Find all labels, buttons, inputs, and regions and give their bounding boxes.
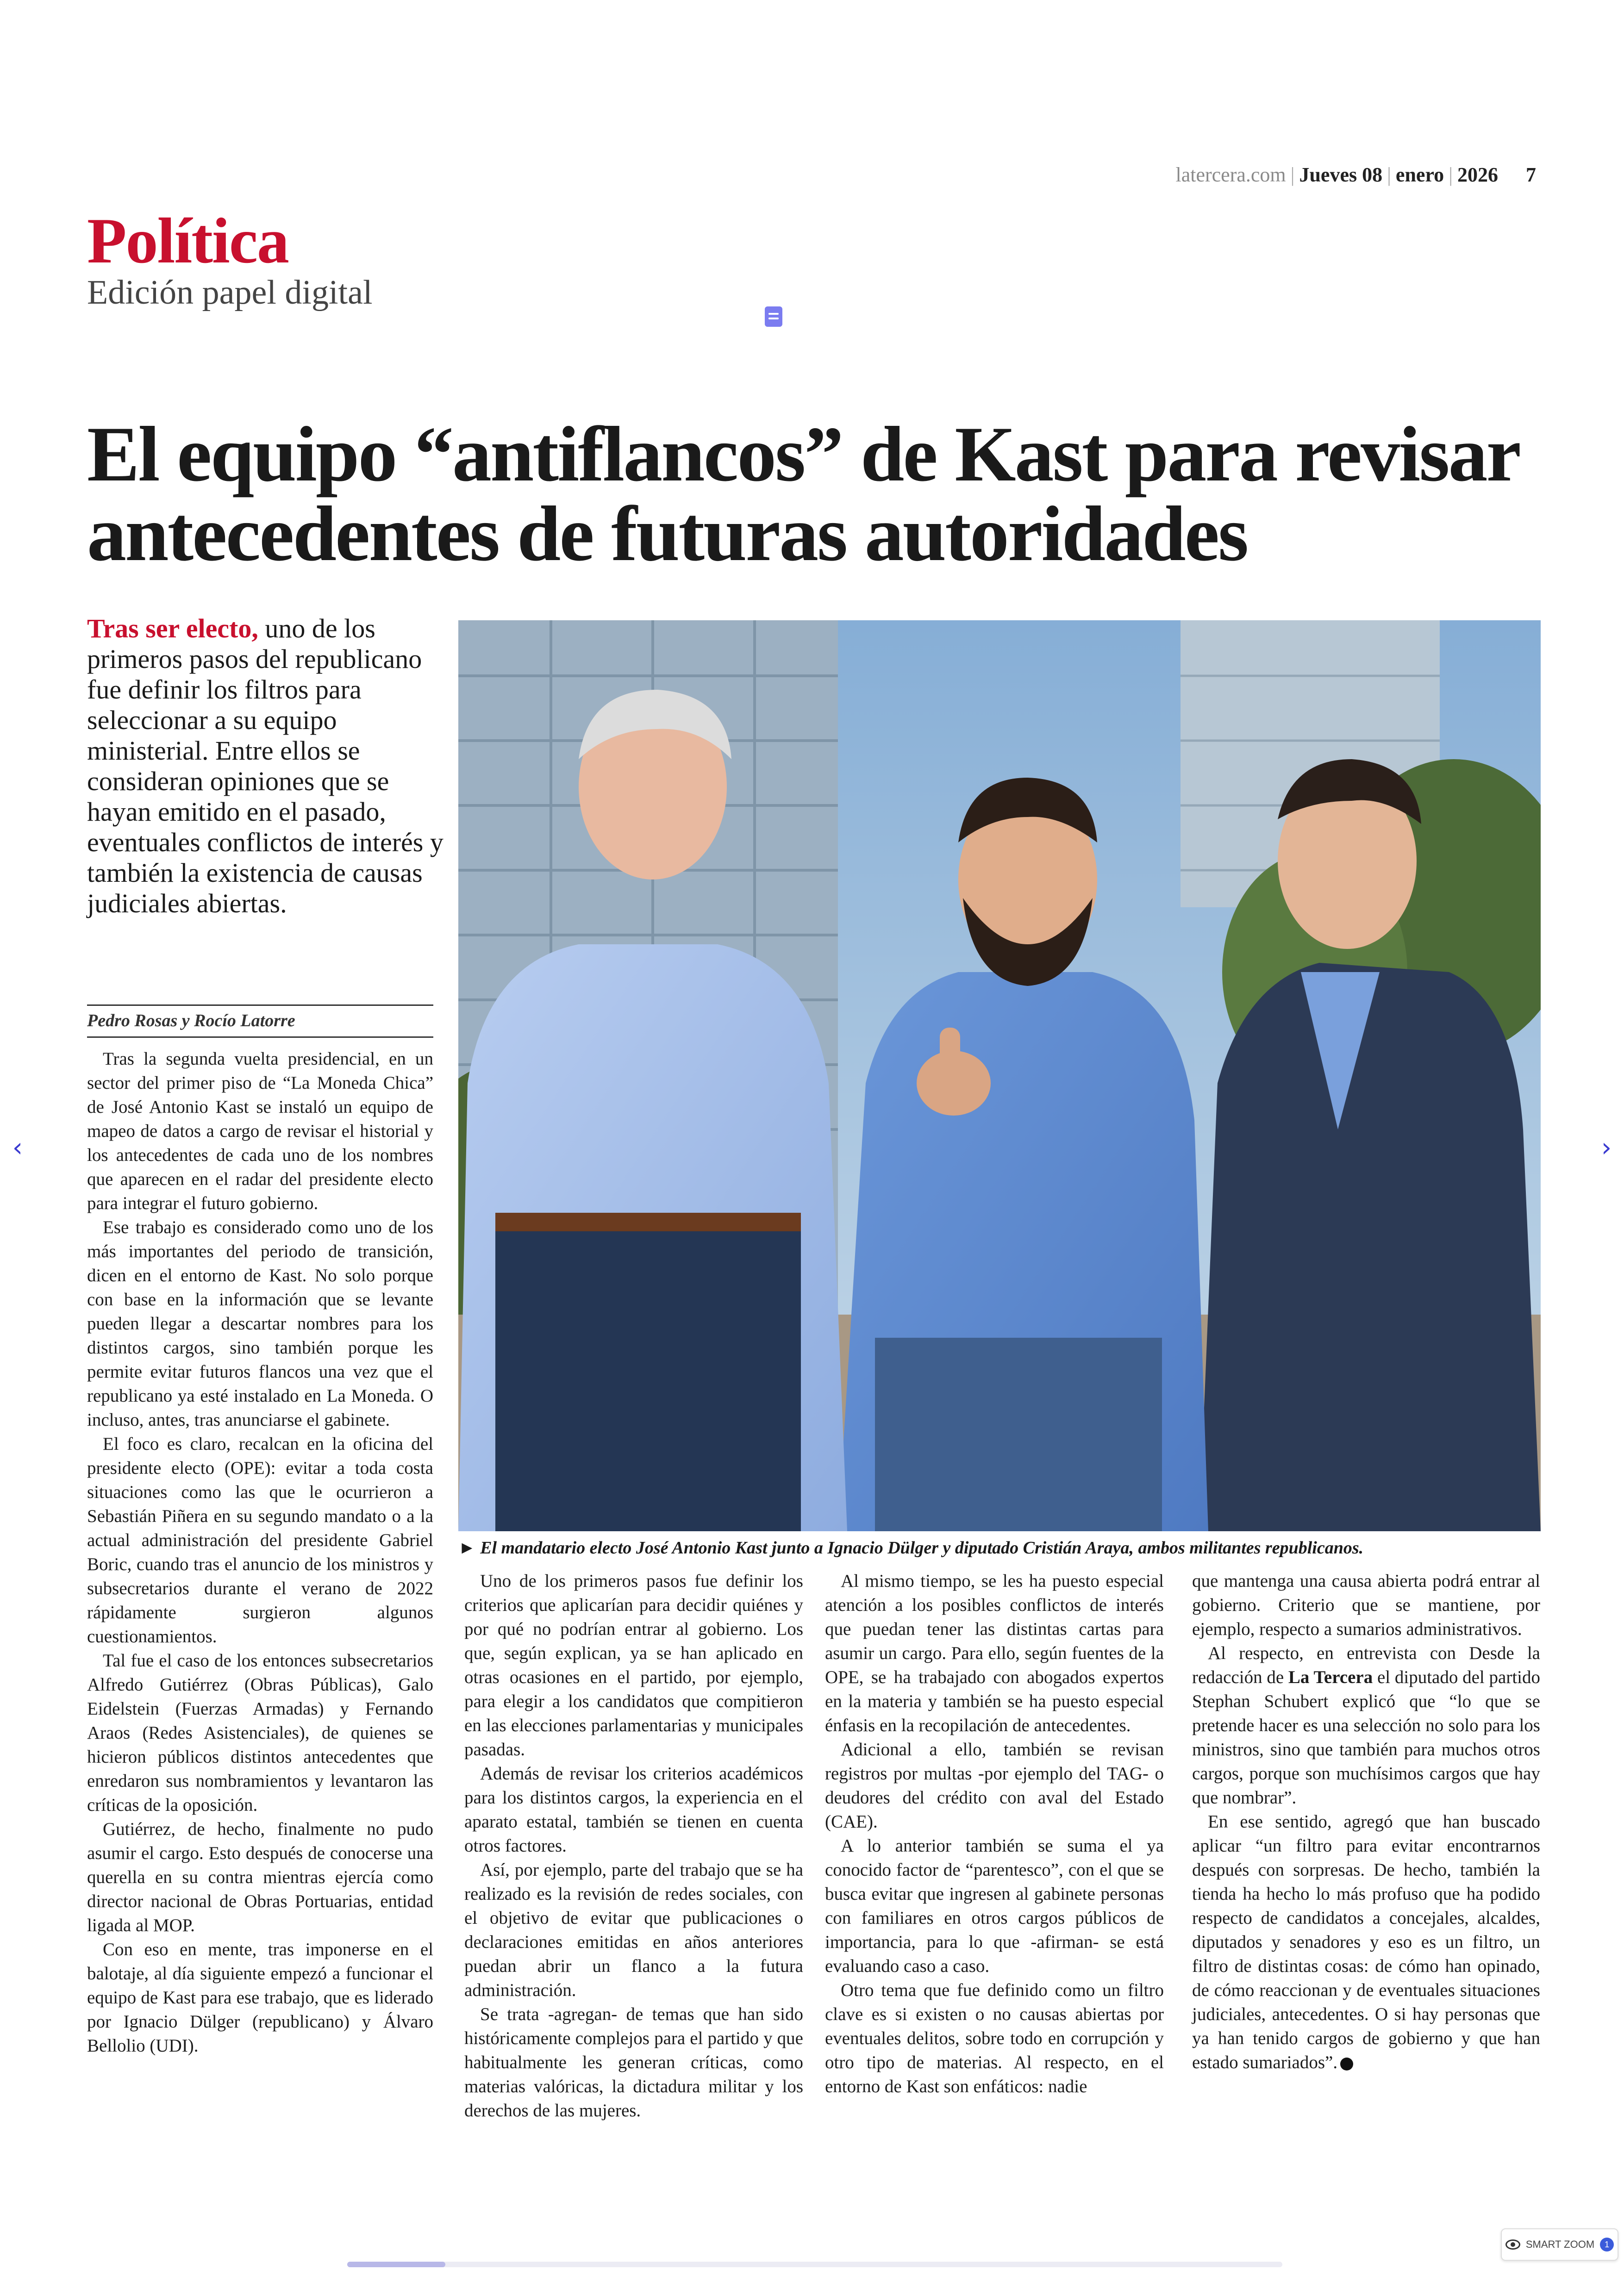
page-scrollbar-track[interactable] <box>347 2262 1282 2267</box>
section-subtitle: Edición papel digital <box>87 274 373 312</box>
article-column-3 <box>825 1569 1164 2099</box>
smart-zoom-badge: 1 <box>1600 2238 1614 2251</box>
paragraph-text: Al respecto, en entrevista con Desde la redacción de <box>1192 1643 1540 1687</box>
end-mark-icon <box>1340 2058 1353 2070</box>
paragraph: Uno de los primeros pasos fue definir los criterios que aplicarían para decidir quiénes y por qué no podrían entrar al gobierno. Los que, según explican, ya se han aplicado en otras ocasiones en el partido, por ejemplo, para elegir a los candidatos que compitieron en las elecciones parlamentarias y municipales pasadas. <box>464 1571 803 1759</box>
paragraph-text: el diputado del partido Stephan Schubert explicó que “lo que se pretende hacer es una selección no solo para los ministros, sino que también para muchos otros cargos, porque son muchísimos cargos que hay que nombrar”. <box>1192 1667 1540 1808</box>
paragraph: Gutiérrez, de hecho, finalmente no pudo asumir el cargo. Esto después de conocerse una querella en su contra mientras ejercía como director nacional de Obras Portuarias, entidad ligada al MOP. <box>87 1819 433 1935</box>
lead-paragraph <box>87 613 448 919</box>
site-name: latercera.com <box>1175 163 1286 186</box>
paragraph: que mantenga una causa abierta podrá entrar al gobierno. Criterio que se mantiene, por ejemplo, respecto a sumarios administrativos. <box>1192 1571 1540 1639</box>
paragraph: A lo anterior también se suma el ya conocido factor de “parentesco”, con el que se busca evitar que ingresen al gabinete personas con familiares en otros cargos públicos de importancia, para lo que -afirman- se está evaluando caso a caso. <box>825 1836 1164 1976</box>
article-column-1 <box>87 1047 433 2058</box>
paragraph: Tal fue el caso de los entonces subsecretarios Alfredo Gutiérrez (Obras Públicas), Galo Eidelstein (Fuerzas Armadas) y Fernando Araos (Redes Asistenciales), de quienes se hicieron públicos distintos antecedentes que enredaron sus nombramientos y levantaron las críticas de la oposición. <box>87 1651 433 1815</box>
paragraph: Tras la segunda vuelta presidencial, en un sector del primer piso de “La Moneda Chica” de José Antonio Kast se instaló un equipo de mapeo de datos a cargo de revisar el historial y los antecedentes de cada uno de los nombres que aparecen en el radar del presidente electo para integrar el futuro gobierno. <box>87 1049 433 1213</box>
note-icon[interactable] <box>765 306 782 327</box>
paragraph <box>1192 1641 1540 1810</box>
caption-text: El mandatario electo José Antonio Kast junto a Ignacio Dülger y diputado Cristián Araya, ambos militantes republicanos. <box>480 1538 1364 1558</box>
eye-icon <box>1505 2239 1520 2250</box>
article-column-2 <box>464 1569 803 2123</box>
page-scrollbar-thumb[interactable] <box>347 2262 445 2267</box>
lead-highlight: Tras ser electo, <box>87 613 258 643</box>
issue-month: enero <box>1395 163 1444 186</box>
paragraph: El foco es claro, recalcan en la oficina del presidente electo (OPE): evitar a toda costa situaciones como las que le ocurrieron a Sebastián Piñera en su segundo mandato o a la actual administración del presidente Gabriel Boric, cuando tras el anuncio de los ministros y subsecretarios durante el verano de 2022 rápidamente surgieron algunos cuestionamientos. <box>87 1434 433 1646</box>
byline: Pedro Rosas y Rocío Latorre <box>87 1004 433 1038</box>
newspaper-name: La Tercera <box>1288 1667 1373 1687</box>
lead-text: uno de los primeros pasos del republicano fue definir los filtros para seleccionar a su equipo ministerial. Entre ellos se consideran opiniones que se hayan emitido en el pasado, eventuales conflictos de interés y también la existencia de causas judiciales abiertas. <box>87 613 443 918</box>
paragraph: Además de revisar los criterios académicos para los distintos cargos, la experiencia en el aparato estatal, también se tienen en cuenta otros factores. <box>464 1764 803 1856</box>
section-title: Política <box>87 205 288 277</box>
paragraph <box>1192 1810 1540 2075</box>
paragraph: Se trata -agregan- de temas que han sido históricamente complejos para el partido y que habitualmente les generan críticas, como materias valóricas, la dictadura militar y los derechos de las mujeres. <box>464 2004 803 2120</box>
paragraph: Así, por ejemplo, parte del trabajo que se ha realizado es la revisión de redes sociales, con el objetivo de evitar que publicaciones o declaraciones emitidas en años anteriores puedan abrir un flanco a la futura administración. <box>464 1860 803 2000</box>
article-column-4 <box>1192 1569 1540 2075</box>
photo-caption <box>458 1538 1541 1558</box>
issue-date: Jueves 08 <box>1299 163 1383 186</box>
article-photo <box>458 620 1541 1531</box>
chevron-left-icon[interactable]: ‹ <box>12 1133 23 1163</box>
headline <box>87 411 1545 577</box>
smart-zoom-label: SMART ZOOM <box>1525 2239 1595 2250</box>
paragraph: Adicional a ello, también se revisan registros por multas -por ejemplo del TAG- o deudores del crédito con aval del Estado (CAE). <box>825 1740 1164 1832</box>
headline-line-2: antecedentes de futuras autoridades <box>87 490 1248 577</box>
paragraph: Ese trabajo es considerado como uno de los más importantes del periodo de transición, dicen en el entorno de Kast. No solo porque con base en la información que se levante pueden llegar a descartar nombres para los distintos cargos, sino también porque les permite evitar futuros flancos una vez que el republicano ya esté instalado en La Moneda. O incluso, antes, tras anunciarse el gabinete. <box>87 1217 433 1430</box>
issue-meta: latercera.com | Jueves 08 | enero | 2026 7 <box>1175 163 1536 186</box>
headline-line-1: El equipo “antiflancos” de Kast para revisar <box>87 411 1520 498</box>
paragraph: Otro tema que fue definido como un filtro clave es si existen o no causas abiertas por eventuales delitos, sobre todo en corrupción y otro tipo de materias. Al respecto, en el entorno de Kast son enfáticos: nadie <box>825 1980 1164 2096</box>
paragraph-text: En ese sentido, agregó que han buscado aplicar “un filtro para evitar encontrarnos después con sorpresas. De hecho, también la tienda ha hecho lo más profuso que ha podido respecto de candidatos a concejales, alcaldes, diputados y senadores y eso es un filtro, un filtro de distintas cosas: de cómo han opinado, de cómo reaccionan y de eventuales situaciones judiciales, antecedentes. O si hay personas que ya han tenido cargos de gobierno y que han estado sumariados”. <box>1192 1812 1540 2072</box>
paragraph: Con eso en mente, tras imponerse en el balotaje, al día siguiente empezó a funcionar el equipo de Kast para ese trabajo, que es liderado por Ignacio Dülger (republicano) y Álvaro Bellolio (UDI). <box>87 1940 433 2056</box>
page-number: 7 <box>1526 163 1536 186</box>
chevron-right-icon[interactable]: › <box>1601 1133 1612 1163</box>
smart-zoom-button[interactable] <box>1501 2228 1618 2261</box>
caption-arrow-icon: ► <box>458 1538 476 1558</box>
issue-year: 2026 <box>1457 163 1498 186</box>
paragraph: Al mismo tiempo, se les ha puesto especial atención a los posibles conflictos de interés que puedan tener las distintas cartas para asumir un cargo. Para ello, según fuentes de la OPE, se ha trabajado con abogados expertos en la materia y también se ha puesto especial énfasis en la recopilación de antecedentes. <box>825 1571 1164 1735</box>
